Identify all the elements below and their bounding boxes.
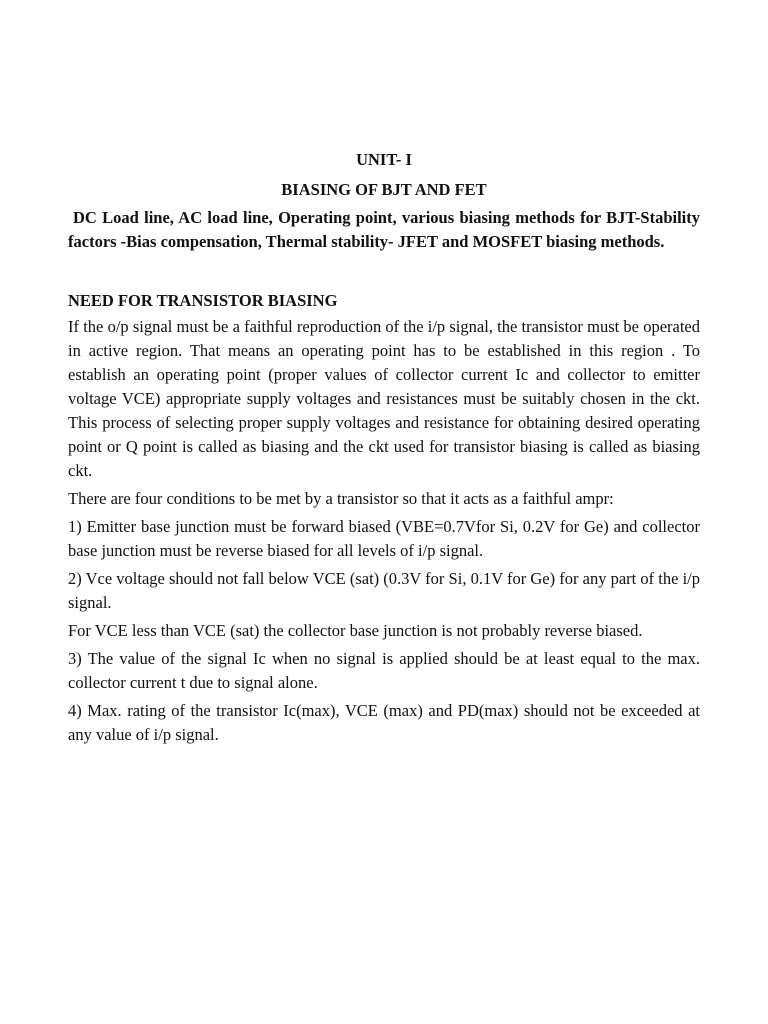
unit-title: UNIT- I xyxy=(356,150,412,169)
document-page xyxy=(68,150,700,751)
paragraph-biasing-intro: If the o/p signal must be a faithful reproduction of the i/p signal, the transistor must be operated in active region. That means an operating point has to be established in this region . To establish an operating point (proper values of collector current Ic and collector to emitter voltage VCE) appropriate supply voltages and resistances must be suitably chosen in the ckt. This process of selecting proper supply voltages and resistance for obtaining desired operating point or Q point is called as biasing and the ckt used for transistor biasing is called as biasing ckt. xyxy=(68,317,700,480)
condition-1: 1) Emitter base junction must be forward biased (VBE=0.7Vfor Si, 0.2V for Ge) and collector base junction must be reverse biased for all levels of i/p signal. xyxy=(68,517,700,560)
syllabus-topics: DC Load line, AC load line, Operating point, various biasing methods for BJT-Stability factors -Bias compensation, Thermal stability- JFET and MOSFET biasing methods. xyxy=(68,208,700,251)
unit-subtitle: BIASING OF BJT AND FET xyxy=(281,180,487,199)
condition-3: 3) The value of the signal Ic when no signal is applied should be at least equal to the max. collector current t due to signal alone. xyxy=(68,649,700,692)
condition-2-note: For VCE less than VCE (sat) the collector base junction is not probably reverse biased. xyxy=(68,621,643,640)
paragraph-four-conditions: There are four conditions to be met by a transistor so that it acts as a faithful ampr: xyxy=(68,489,614,508)
condition-2: 2) Vce voltage should not fall below VCE (sat) (0.3V for Si, 0.1V for Ge) for any part of the i/p signal. xyxy=(68,569,700,612)
condition-4: 4) Max. rating of the transistor Ic(max), VCE (max) and PD(max) should not be exceeded at any value of i/p signal. xyxy=(68,701,700,744)
section-heading: NEED FOR TRANSISTOR BIASING xyxy=(68,291,338,310)
